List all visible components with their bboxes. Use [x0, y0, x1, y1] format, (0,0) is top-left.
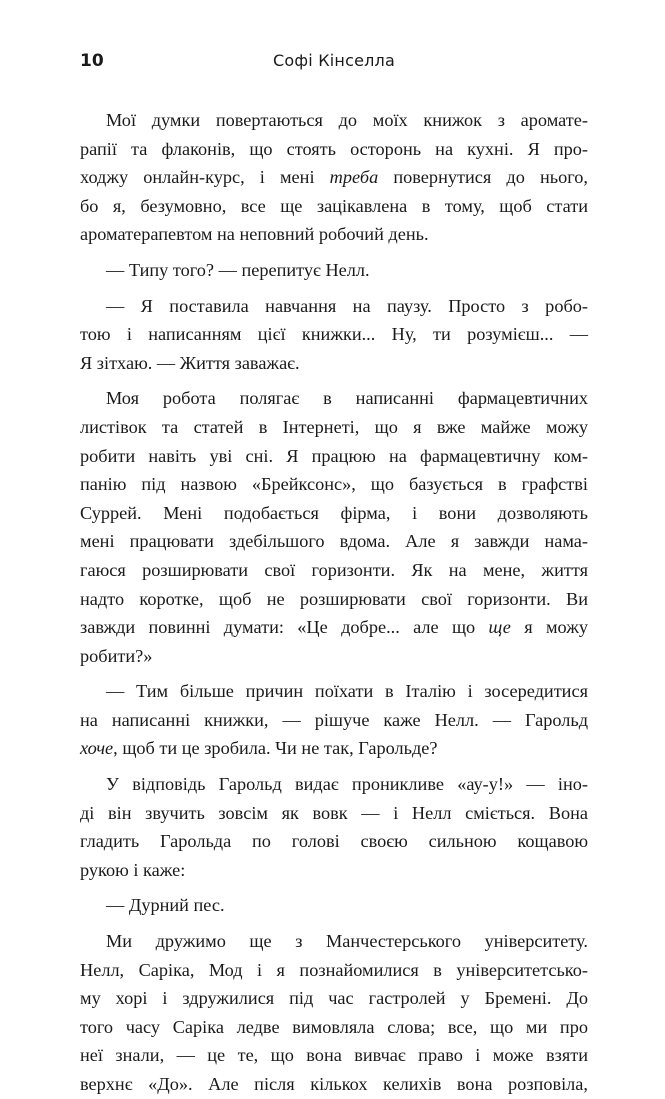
italic-text: треба — [329, 167, 379, 188]
text-line — [80, 642, 588, 671]
italic-text: ще — [488, 617, 511, 638]
body-text — [80, 106, 588, 1099]
text-line — [80, 1013, 588, 1042]
text-line — [80, 1070, 588, 1099]
text-line — [80, 770, 588, 799]
text-run: робити?» — [80, 645, 153, 666]
text-run: робити навіть уві сні. Я працюю на фармацевтичну ком- — [80, 445, 588, 466]
text-line — [80, 734, 588, 763]
text-run: Мої думки повертаються до моїх книжок з аромате- — [106, 110, 588, 130]
italic-text: хоче — [80, 738, 114, 759]
text-line — [80, 927, 588, 956]
text-line — [80, 163, 588, 192]
text-line — [80, 499, 588, 528]
text-run: бо я, безумовно, все ще зацікавлена в тому, щоб стати — [80, 195, 588, 216]
paragraph — [80, 256, 588, 285]
text-run: му хорі і здружилися під час гастролей у Бремені. До — [80, 988, 588, 1009]
text-line — [80, 106, 588, 135]
text-run: рукою і каже: — [80, 859, 186, 880]
text-run: ді він звучить зовсім як вовк — і Нелл сміється. Вона — [80, 802, 588, 823]
running-title: Софі Кінселла — [273, 51, 395, 70]
text-line — [80, 220, 588, 249]
text-run: на написанні книжки, — рішуче каже Нелл. — Гарольд — [80, 709, 588, 730]
paragraph — [80, 677, 588, 763]
text-run: листівок та статей в Інтернеті, що я вже майже можу — [80, 416, 588, 437]
text-run: ходжу онлайн-курс, і мені — [80, 167, 330, 188]
text-line — [80, 799, 588, 828]
paragraph — [80, 891, 588, 920]
text-line — [80, 984, 588, 1013]
text-line — [80, 827, 588, 856]
text-run: — Тим більше причин поїхати в Італію і зосередитися — [106, 681, 588, 702]
paragraph — [80, 106, 588, 249]
text-run: повернутися до нього, — [378, 167, 588, 188]
text-run: Ми дружимо ще з Манчестерського університету. — [106, 931, 588, 952]
text-run: верхнє «До». Але після кількох келихів вона розповіла, — [80, 1074, 588, 1094]
text-run: мені працювати здебільшого вдома. Але я завжди нама- — [80, 531, 588, 552]
page-number: 10 — [80, 51, 104, 71]
text-run: — Я поставила навчання на паузу. Просто з робо- — [106, 295, 588, 316]
text-line — [80, 891, 588, 920]
text-run: завжди повинні думати: «Це добре... але що — [80, 617, 489, 638]
text-line — [80, 856, 588, 885]
text-run: гаюся розширювати свої горизонти. Як на мене, життя — [80, 559, 588, 580]
text-run: Я зітхаю. — Життя заважає. — [80, 352, 300, 373]
text-line — [80, 135, 588, 164]
paragraph — [80, 927, 588, 1099]
text-line — [80, 527, 588, 556]
text-run: гладить Гарольда по голові своєю сильною кощавою — [80, 831, 588, 852]
text-run: Суррей. Мені подобається фірма, і вони дозволяють — [80, 502, 588, 523]
text-line — [80, 349, 588, 378]
text-line — [80, 256, 588, 285]
paragraph — [80, 384, 588, 670]
text-line — [80, 413, 588, 442]
text-line — [80, 384, 588, 413]
text-line — [80, 556, 588, 585]
text-line — [80, 292, 588, 321]
text-line — [80, 320, 588, 349]
text-run: я можу — [510, 617, 588, 638]
text-run: панію під назвою «Брейксонс», що базується в графстві — [80, 474, 588, 495]
text-run: , щоб ти це зробила. Чи не так, Гарольде? — [113, 738, 438, 759]
text-line — [80, 585, 588, 614]
text-line — [80, 956, 588, 985]
text-run: Моя робота полягає в написанні фармацевтичних — [106, 388, 588, 409]
text-line — [80, 470, 588, 499]
text-run: Нелл, Саріка, Мод і я познайомилися в університетсько- — [80, 959, 588, 980]
text-run: — Дурний пес. — [106, 895, 225, 916]
text-run: У відповідь Гарольд видає проникливе «ау-у!» — іно- — [106, 774, 588, 795]
text-run: ароматерапевтом на неповний робочий день. — [80, 224, 429, 245]
paragraph — [80, 292, 588, 378]
text-run: рапії та флаконів, що стоять осторонь на кухні. Я про- — [80, 138, 588, 159]
paragraph — [80, 770, 588, 884]
text-line — [80, 442, 588, 471]
text-run: — Типу того? — перепитує Нелл. — [106, 259, 370, 280]
text-run: неї знали, — це те, що вона вивчає право і може взяти — [80, 1045, 588, 1066]
text-line — [80, 613, 588, 642]
text-line — [80, 706, 588, 735]
text-run: тою і написанням цієї книжки... Ну, ти розумієш... — — [80, 324, 588, 345]
text-line — [80, 1041, 588, 1070]
page-header — [80, 48, 588, 76]
text-run: надто коротке, щоб не розширювати свої горизонти. Ви — [80, 588, 588, 609]
text-line — [80, 677, 588, 706]
text-line — [80, 192, 588, 221]
text-run: того часу Саріка ледве вимовляла слова; все, що ми про — [80, 1016, 588, 1037]
